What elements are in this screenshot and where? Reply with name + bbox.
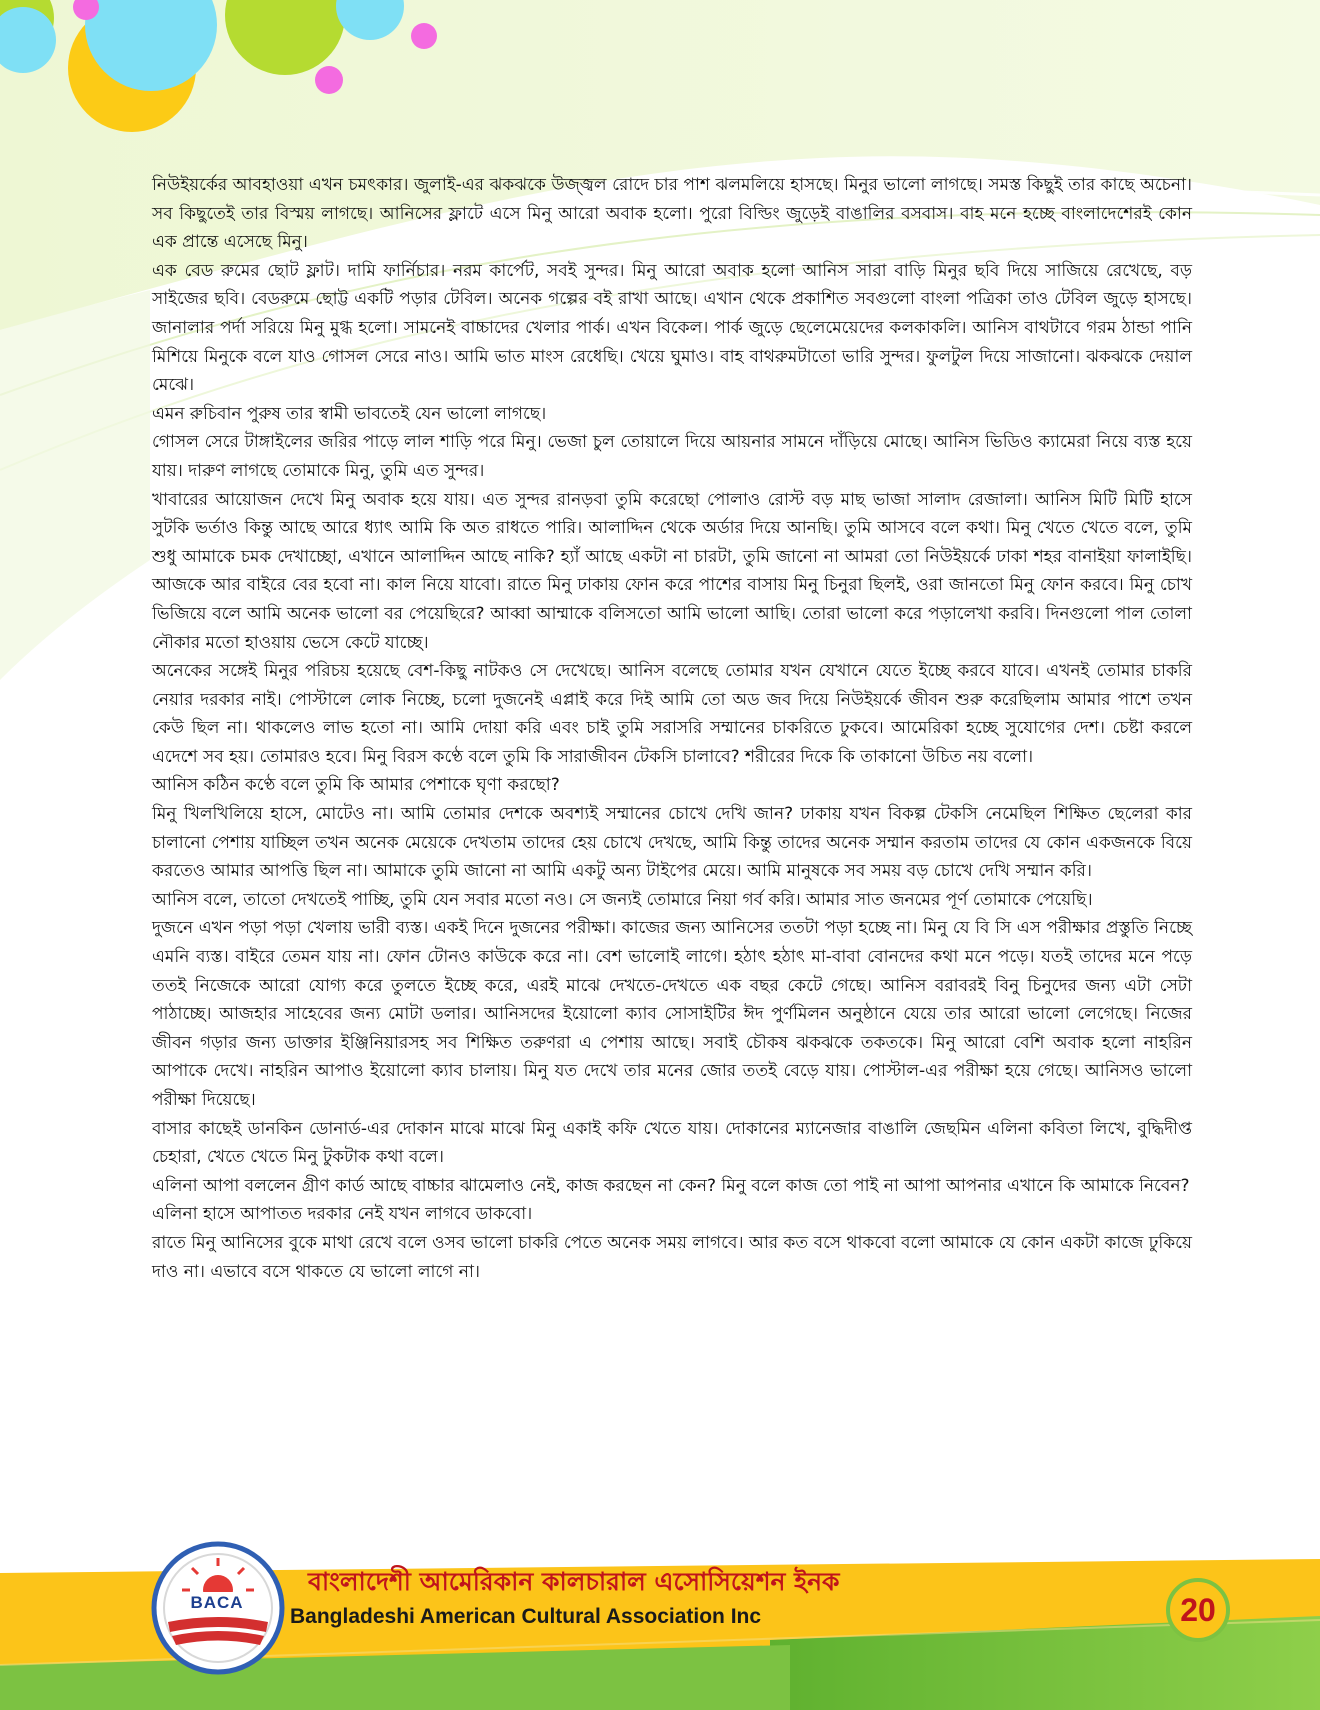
paragraph-12: এলিনা আপা বললেন গ্রীণ কার্ড আছে বাচ্চার ঝামেলাও নেই, কাজ করছেন না কেন? মিনু বলে কাজ তো পাই না আপা আপনার এখানে কি আমাকে নিবেন? <box>152 1175 1190 1196</box>
paragraph-9: আনিস বলে, তাতো দেখতেই পাচ্ছি, তুমি যেন সবার মতো নও। সে জন্যই তোমারে নিয়া গর্ব করি। আমার সাত জনমের পূর্ণ তোমাকে পেয়েছি। <box>152 889 1093 910</box>
paragraph-11: বাসার কাছেই ডানকিন ডোনার্ড-এর দোকান মাঝে মাঝে মিনু একাই কফি খেতে যায়। দোকানের ম্যানেজার বাঙালি জেছমিন এলিনা কবিতা লিখে, বুদ্ধিদীপ্ত চেহারা, খেতে খেতে মিনু টুকটাক কথা বলে। <box>152 1118 1192 1168</box>
page-number: 20 <box>1180 1592 1216 1628</box>
paragraph-14: রাতে মিনু আনিসের বুকে মাথা রেখে বলে ওসব ভালো চাকরি পেতে অনেক সময় লাগবে। আর কত বসে থাকবো বলো আমাকে যে কোন একটা কাজে ঢুকিয়ে দাও না। এভাবে বসে থাকতে যে ভালো লাগে না। <box>152 1232 1192 1282</box>
circle-pink-right <box>411 23 437 49</box>
logo-text: BACA <box>190 1593 244 1612</box>
paragraph-8: মিনু খিলখিলিয়ে হাসে, মোটেও না। আমি তোমার দেশকে অবশ্যই সম্মানের চোখে দেখি জান? ঢাকায় যখন বিকল্প টেকসি নেমেছিল শিক্ষিত ছেলেরা কার চালানো পেশায় যাচ্ছিল তখন অনেক মেয়েকে দেখতাম তাদের হেয় চোখে দেখছে, আমি কিন্তু তাদের অনেক সম্মান করতাম তাদের যে কোন একজনকে বিয়ে করতেও আমার আপত্তি ছিল না। আমাকে তুমি জানো না আমি একটু অন্য টাইপের মেয়ে। আমি মানুষকে সব সময় বড় চোখে দেখি সম্মান করি। <box>152 804 1192 882</box>
paragraph-7: আনিস কঠিন কণ্ঠে বলে তুমি কি আমার পেশাকে ঘৃণা করছো? <box>152 775 560 796</box>
paragraph-3: এমন রুচিবান পুরুষ তার স্বামী ভাবতেই যেন ভালো লাগছে। <box>152 403 547 424</box>
org-name-english: Bangladeshi American Cultural Association Inc <box>290 1605 762 1628</box>
circle-pink-mid <box>315 66 343 94</box>
paragraph-2: এক বেড রুমের ছোট ফ্লাট। দামি ফার্নিচার। নরম কার্পেট, সবই সুন্দর। মিনু আরো অবাক হলো আনিস সারা বাড়ি মিনুর ছবি দিয়ে সাজিয়ে রেখেছে, বড় সাইজের ছবি। বেডরুমে ছোট্ট একটি পড়ার টেবিল। অনেক গল্পের বই রাখা আছে। এখান থেকে প্রকাশিত সবগুলো বাংলা পত্রিকা তাও টেবিল জুড়ে হাসছে। জানালার পর্দা সরিয়ে মিনু মুগ্ধ হলো। সামনেই বাচ্চাদের খেলার পার্ক। এখন বিকেল। পার্ক জুড়ে ছেলেমেয়েদের কলকাকলি। আনিস বাথটাবে গরম ঠান্ডা পানি মিশিয়ে মিনুকে বলে যাও গোসল সেরে নাও। আমি ভাত মাংস রেধেছি। খেয়ে ঘুমাও। বাহ বাথরুমটাতো ভারি সুন্দর। ফুলটুল দিয়ে সাজানো। ঝকঝকে দেয়াল মেঝে। <box>152 260 1192 396</box>
paragraph-4: গোসল সেরে টাঙ্গাইলের জরির পাড়ে লাল শাড়ি পরে মিনু। ভেজা চুল তোয়ালে দিয়ে আয়নার সামনে দাঁড়িয়ে মোছে। আনিস ভিডিও ক্যামেরা নিয়ে ব্যস্ত হয়ে যায়। দারুণ লাগছে তোমাকে মিনু, তুমি এত সুন্দর। <box>152 432 1192 481</box>
paragraph-6: অনেকের সঙ্গেই মিনুর পরিচয় হয়েছে বেশ-কিছু নাটকও সে দেখেছে। আনিস বলেছে তোমার যখন যেখানে যেতে ইচ্ছে করবে যাবে। এখনই তোমার চাকরি নেয়ার দরকার নাই। পোস্টালে লোক নিচ্ছে, চলো দুজনেই এপ্লাই করে দিই আমি তো অড জব দিয়ে নিউইয়র্কে জীবন শুরু করেছিলাম আমার পাশে তখন কেউ ছিল না। থাকলেও লাভ হতো না। আমি দোয়া করি এবং চাই তুমি সরাসরি সম্মানের চাকরিতে ঢুকবে। আমেরিকা হচ্ছে সুযোগের দেশ। চেষ্টা করলে এদেশে সব হয়। তোমারও হবে। মিনু বিরস কণ্ঠে বলে তুমি কি সারাজীবন টেকসি চালাবে? শরীরের দিকে কি তাকানো উচিত নয় বলো। <box>152 661 1192 767</box>
paragraph-13: এলিনা হাসে আপাতত দরকার নেই যখন লাগবে ডাকবো। <box>152 1204 533 1225</box>
paragraph-1: নিউইয়র্কের আবহাওয়া এখন চমৎকার। জুলাই-এর ঝকঝকে উজ্জ্বল রোদে চার পাশ ঝলমলিয়ে হাসছে। মিনুর ভালো লাগছে। সমস্ত কিছুই তার কাছে অচেনা। সব কিছুতেই তার বিস্ময় লাগছে। আনিসের ফ্লাটে এসে মিনু আরো অবাক হলো। পুরো বিল্ডিং জুড়েই বাঙালির বসবাস। বাহ মনে হচ্ছে বাংলাদেশেরই কোন এক প্রান্তে এসেছে মিনু। <box>152 175 1192 253</box>
paragraph-10: দুজনে এখন পড়া পড়া খেলায় ভারী ব্যস্ত। একই দিনে দুজনের পরীক্ষা। কাজের জন্য আনিসের ততটা পড়া হচ্ছে না। মিনু যে বি সি এস পরীক্ষার প্রস্তুতি নিচ্ছে এমনি ব্যস্ত। বাইরে তেমন যায় না। ফোন টোনও কাউকে করে না। বেশ ভালোই লাগে। হঠাৎ হঠাৎ মা-বাবা বোনদের কথা মনে পড়ে। যতই তাদের মনে পড়ে ততই নিজেকে আরো যোগ্য করে তুলতে ইচ্ছে করে, এরই মাঝে দেখতে-দেখতে এক বছর কেটে গেছে। আনিস বরাবরই বিনু চিনুদের জন্য এটা সেটা পাঠাচ্ছে। আজহার সাহেবের জন্য মোটা ডলার। আনিসদের ইয়োলো ক্যাব সোসাইটির ঈদ পুর্ণমিলন অনুষ্ঠানে যেয়ে তার আরো ভালো লেগেছে। নিজের জীবন গড়ার জন্য ডাক্তার ইঞ্জিনিয়ারসহ সব শিক্ষিত তরুণরা এ পেশায় আছে। সবাই চৌকষ ঝকঝকে তকতকে। মিনু আরো বেশি অবাক হলো নাহরিন আপাকে দেখে। নাহরিন আপাও ইয়োলো ক্যাব চালায়। মিনু যত দেখে তার মনের জোর ততই বেড়ে যায়। পোস্টাল-এর পরীক্ষা হয়ে গেছে। আনিসও ভালো পরীক্ষা দিয়েছে। <box>152 918 1192 1110</box>
paragraph-5: খাবারের আয়োজন দেখে মিনু অবাক হয়ে যায়। এত সুন্দর রানড়বা তুমি করেছো পোলাও রোস্ট বড় মাছ ভাজা সালাদ রেজালা। আনিস মিটি মিটি হাসে সুটকি ভর্তাও কিন্তু আছে আরে ধ্যাৎ আমি কি অত রাধতে পারি। আলাদ্দিন থেকে অর্ডার দিয়ে আনছি। তুমি আসবে বলে কথা। মিনু খেতে খেতে বলে, তুমি শুধু আমাকে চমক দেখাচ্ছো, এখানে আলাদ্দিন আছে নাকি? হ্যাঁ আছে একটা না চারটা, তুমি জানো না আমরা তো নিউইয়র্কে ঢাকা শহর বানাইয়া ফালাইছি। আজকে আর বাইরে বের হবো না। কাল নিয়ে যাবো। রাতে মিনু ঢাকায় ফোন করে পাশের বাসায় মিনু চিনুরা ছিলই, ওরা জানতো মিনু ফোন করবে। মিনু চোখ ভিজিয়ে বলে আমি অনেক ভালো বর পেয়েছিরে? আব্বা আম্মাকে বলিসতো আমি ভালো আছি। তোরা ভালো করে পড়ালেখা করবি। দিনগুলো পাল তোলা নৌকার মতো হাওয়ায় ভেসে কেটে যাচ্ছে। <box>152 489 1192 653</box>
left-sweep <box>0 290 150 680</box>
org-name-bangla: বাংলাদেশী আমেরিকান কালচারাল এসোসিয়েশন ইনক <box>308 1567 840 1596</box>
article-body <box>152 171 1192 1286</box>
